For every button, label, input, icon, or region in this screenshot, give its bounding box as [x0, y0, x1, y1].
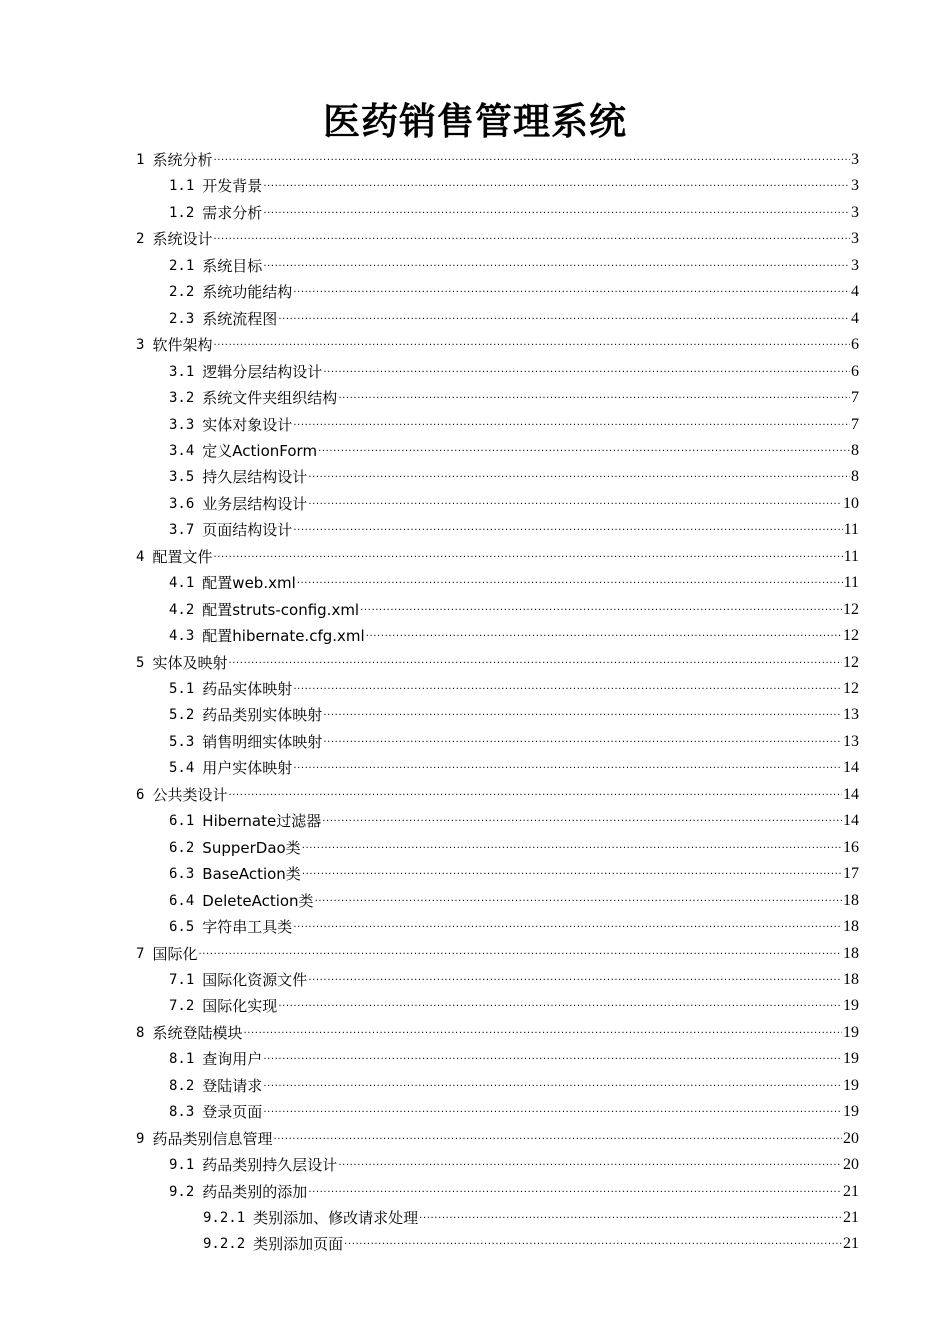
- toc-entry-page: 16: [843, 838, 859, 856]
- toc-entry-page: 14: [843, 785, 859, 803]
- toc-entry-number: 1: [136, 152, 145, 168]
- toc-entry-title: 逻辑分层结构设计: [202, 362, 323, 381]
- toc-entry-number: 2: [136, 231, 145, 248]
- toc-entry[interactable]: [203, 1202, 859, 1228]
- toc-entry-number: 5.2: [169, 707, 195, 724]
- toc-entry[interactable]: [169, 1096, 859, 1122]
- toc-entry[interactable]: [169, 382, 859, 408]
- toc-entry[interactable]: [169, 726, 859, 752]
- toc-entry-page: 12: [843, 627, 859, 645]
- toc-entry-title: 系统流程图: [202, 309, 278, 328]
- toc-dot-leader: [308, 467, 850, 487]
- toc-dot-leader: [243, 1023, 842, 1043]
- toc-entry[interactable]: [169, 409, 859, 435]
- toc-entry-page: 3: [851, 177, 859, 195]
- document-title: 医药销售管理系统: [323, 99, 627, 143]
- toc-entry-number: 1.2: [169, 204, 195, 221]
- toc-entry-page: 13: [843, 706, 859, 724]
- toc-entry[interactable]: [169, 488, 859, 514]
- toc-dot-leader: [315, 891, 842, 911]
- toc-entry[interactable]: [169, 514, 859, 540]
- toc-entry-page: 13: [843, 732, 859, 750]
- toc-entry-title: 实体及映射: [152, 653, 228, 672]
- toc-entry-number: 3.6: [169, 495, 195, 512]
- toc-entry-page: 19: [843, 1050, 859, 1068]
- toc-entry-title: 配置web.xml: [202, 574, 296, 593]
- toc-dot-leader: [293, 415, 850, 435]
- toc-entry-number: 3.1: [169, 363, 195, 380]
- toc-entry[interactable]: [136, 541, 859, 567]
- toc-entry[interactable]: [169, 832, 859, 858]
- toc-entry-title: 配置struts-config.xml: [202, 600, 360, 619]
- toc-entry-number: 4.3: [169, 628, 195, 645]
- toc-entry[interactable]: [169, 858, 859, 884]
- toc-entry-number: 3.3: [169, 416, 195, 433]
- toc-entry-title: 系统文件夹组织结构: [202, 389, 338, 408]
- toc-entry-number: 6.2: [169, 839, 195, 856]
- toc-dot-leader: [293, 758, 842, 778]
- toc-entry-page: 6: [851, 362, 859, 380]
- toc-entry-page: 3: [851, 151, 859, 168]
- toc-dot-leader: [293, 520, 842, 540]
- toc-dot-leader: [263, 1076, 842, 1096]
- toc-dot-leader: [338, 1155, 842, 1175]
- toc-entry-page: 18: [843, 944, 859, 962]
- toc-entry-number: 4.2: [169, 601, 195, 618]
- toc-entry-number: 8: [136, 1024, 145, 1041]
- toc-dot-leader: [308, 494, 842, 514]
- toc-entry-title: 系统设计: [152, 230, 213, 249]
- toc-dot-leader: [278, 309, 850, 329]
- toc-dot-leader: [228, 785, 842, 805]
- toc-entry-title: 查询用户: [202, 1050, 263, 1069]
- toc-entry[interactable]: [169, 673, 859, 699]
- toc-entry-number: 8.2: [169, 1077, 195, 1094]
- toc-dot-leader: [302, 838, 842, 858]
- toc-dot-leader: [323, 705, 842, 725]
- toc-dot-leader: [263, 1049, 842, 1069]
- toc-dot-leader: [273, 1129, 842, 1149]
- toc-dot-leader: [263, 203, 850, 223]
- toc-entry[interactable]: [136, 144, 859, 170]
- toc-dot-leader: [302, 864, 842, 884]
- toc-entry-page: 3: [851, 230, 859, 248]
- toc-dot-leader: [198, 944, 842, 964]
- toc-entry[interactable]: [203, 1228, 859, 1254]
- toc-dot-leader: [308, 1182, 842, 1202]
- toc-entry-title: 药品实体映射: [202, 680, 293, 698]
- toc-entry[interactable]: [136, 647, 859, 673]
- toc-entry-page: 7: [851, 389, 859, 407]
- toc-entry-number: 4.1: [169, 575, 195, 592]
- toc-dot-leader: [297, 573, 843, 593]
- toc-entry-page: 6: [851, 336, 859, 354]
- toc-entry[interactable]: [169, 435, 859, 461]
- toc-entry-page: 18: [843, 970, 859, 988]
- toc-entry-title: 定义ActionForm: [202, 441, 318, 460]
- toc-dot-leader: [323, 732, 842, 752]
- toc-entry-title: 登陆请求: [202, 1076, 263, 1095]
- toc-entry-page: 21: [843, 1209, 859, 1226]
- toc-entry-page: 11: [843, 547, 859, 565]
- toc-dot-leader: [293, 679, 842, 699]
- toc-entry-page: 8: [851, 441, 859, 459]
- toc-entry-number: 8.1: [169, 1051, 195, 1068]
- toc-entry-title: 类别添加页面: [253, 1235, 344, 1254]
- toc-entry[interactable]: [169, 461, 859, 487]
- toc-entry-title: 系统目标: [202, 256, 263, 275]
- toc-entry-number: 9.2.1: [203, 1210, 246, 1226]
- toc-entry[interactable]: [169, 964, 859, 990]
- toc-dot-leader: [228, 653, 842, 673]
- toc-entry-number: 2.1: [169, 257, 195, 274]
- toc-entry-title: SupperDao类: [202, 838, 301, 857]
- toc-entry[interactable]: [136, 1017, 859, 1043]
- toc-entry-title: 持久层结构设计: [202, 468, 308, 487]
- toc-entry-number: 3: [136, 337, 145, 354]
- toc-entry-page: 14: [843, 759, 859, 777]
- toc-entry[interactable]: [169, 303, 859, 329]
- toc-entry-page: 20: [843, 1129, 859, 1147]
- toc-entry-page: 20: [843, 1156, 859, 1174]
- toc-entry-title: 国际化实现: [202, 997, 278, 1016]
- toc-entry-page: 21: [843, 1235, 859, 1253]
- toc-entry-number: 5.1: [169, 681, 195, 697]
- toc-entry-title: 配置文件: [152, 547, 213, 566]
- toc-entry-number: 7.2: [169, 998, 195, 1015]
- toc-entry-title: 公共类设计: [152, 785, 228, 804]
- toc-entry-title: 页面结构设计: [202, 521, 293, 540]
- toc-entry-page: 8: [851, 468, 859, 486]
- toc-entry-page: 18: [843, 891, 859, 909]
- toc-entry-page: 4: [851, 309, 859, 327]
- toc-entry-page: 12: [843, 600, 859, 618]
- toc-entry-page: 11: [843, 521, 859, 539]
- toc-entry-number: 9.2.2: [203, 1236, 246, 1253]
- toc-entry-title: 国际化资源文件: [202, 970, 308, 989]
- toc-entry-page: 3: [851, 256, 859, 274]
- toc-entry-number: 5.4: [169, 760, 195, 777]
- toc-entry[interactable]: [169, 1043, 859, 1069]
- toc-entry-page: 11: [843, 574, 859, 592]
- toc-dot-leader: [213, 547, 842, 567]
- toc-entry-title: 药品类别持久层设计: [202, 1156, 338, 1175]
- toc-entry-title: 药品类别实体映射: [202, 706, 323, 725]
- toc-entry-title: 药品类别的添加: [202, 1182, 308, 1201]
- toc-entry-number: 2.2: [169, 284, 195, 301]
- toc-dot-leader: [308, 970, 842, 990]
- toc-dot-leader: [323, 362, 850, 382]
- toc-entry-title: BaseAction类: [202, 865, 301, 884]
- toc-dot-leader: [293, 917, 842, 937]
- toc-entry[interactable]: [136, 779, 859, 805]
- toc-entry[interactable]: [136, 1123, 859, 1149]
- toc-dot-leader: [338, 388, 850, 408]
- toc-entry-title: 药品类别信息管理: [152, 1129, 273, 1148]
- toc-entry-number: 3.5: [169, 469, 195, 486]
- toc-entry-title: 类别添加、修改请求处理: [253, 1209, 419, 1227]
- toc-entry-number: 3.2: [169, 390, 195, 407]
- toc-entry-page: 19: [843, 1023, 859, 1041]
- toc-entry-title: 用户实体映射: [202, 759, 293, 778]
- toc-entry-title: 实体对象设计: [202, 415, 293, 434]
- toc-entry-page: 4: [851, 283, 859, 301]
- toc-entry[interactable]: [136, 223, 859, 249]
- toc-entry[interactable]: [169, 911, 859, 937]
- toc-entry-title: 业务层结构设计: [202, 494, 308, 513]
- toc-entry-number: 4: [136, 548, 145, 565]
- toc-entry-number: 3.7: [169, 522, 195, 539]
- toc-entry-title: 登录页面: [202, 1103, 263, 1122]
- toc-entry-title: 系统登陆模块: [152, 1023, 243, 1042]
- toc-entry-number: 9.1: [169, 1157, 195, 1174]
- toc-entry[interactable]: [169, 885, 859, 911]
- toc-entry-title: 字符串工具类: [202, 918, 293, 937]
- toc-dot-leader: [263, 176, 850, 196]
- toc-dot-leader: [213, 229, 850, 249]
- toc-entry[interactable]: [169, 990, 859, 1016]
- toc-entry-number: 6.3: [169, 866, 195, 883]
- toc-entry[interactable]: [169, 752, 859, 778]
- toc-entry-page: 12: [843, 653, 859, 671]
- toc-entry-page: 7: [851, 415, 859, 433]
- toc-dot-leader: [366, 626, 842, 646]
- toc-entry-number: 3.4: [169, 442, 195, 459]
- toc-dot-leader: [278, 996, 842, 1016]
- toc-dot-leader: [293, 282, 850, 302]
- toc-entry-title: DeleteAction类: [202, 891, 314, 910]
- toc-entry-page: 17: [843, 865, 859, 883]
- toc-entry[interactable]: [169, 1176, 859, 1202]
- toc-entry[interactable]: [169, 594, 859, 620]
- toc-entry-number: 5.3: [169, 733, 195, 750]
- toc-entry-page: 18: [843, 918, 859, 936]
- toc-entry-title: 系统分析: [152, 151, 213, 169]
- toc-entry-number: 9.2: [169, 1183, 195, 1200]
- toc-entry[interactable]: [169, 356, 859, 382]
- toc-entry[interactable]: [136, 938, 859, 964]
- toc-dot-leader: [318, 441, 850, 461]
- toc-entry-number: 7.1: [169, 971, 195, 988]
- toc-entry-page: 14: [843, 812, 859, 830]
- toc-entry-page: 19: [843, 1076, 859, 1094]
- toc-entry[interactable]: [169, 1149, 859, 1175]
- toc-entry-title: 需求分析: [202, 203, 263, 222]
- toc-entry[interactable]: [169, 567, 859, 593]
- toc-entry-page: 3: [851, 203, 859, 221]
- toc-entry-number: 2.3: [169, 310, 195, 327]
- toc-dot-leader: [419, 1208, 842, 1228]
- toc-dot-leader: [213, 150, 850, 170]
- toc-entry-page: 21: [843, 1182, 859, 1200]
- toc-entry[interactable]: [169, 620, 859, 646]
- toc-entry-number: 1.1: [169, 178, 195, 195]
- toc-entry-number: 9: [136, 1130, 145, 1147]
- toc-dot-leader: [322, 811, 842, 831]
- toc-entry-page: 12: [843, 680, 859, 697]
- toc-entry[interactable]: [169, 170, 859, 196]
- toc-entry-number: 6.5: [169, 919, 195, 936]
- toc-entry-number: 6: [136, 786, 145, 803]
- toc-entry-number: 8.3: [169, 1104, 195, 1121]
- toc-entry-title: 国际化: [152, 944, 198, 963]
- toc-entry-number: 6.1: [169, 813, 195, 830]
- toc-entry-title: 软件架构: [152, 336, 213, 355]
- toc-entry-page: 19: [843, 1103, 859, 1121]
- toc-dot-leader: [344, 1234, 842, 1254]
- toc-dot-leader: [263, 256, 850, 276]
- toc-entry[interactable]: [169, 276, 859, 302]
- toc-entry-title: 配置hibernate.cfg.xml: [202, 627, 365, 646]
- toc-dot-leader: [213, 335, 850, 355]
- toc-entry-title: 系统功能结构: [202, 283, 293, 302]
- toc-entry[interactable]: [169, 1070, 859, 1096]
- toc-entry-page: 19: [843, 997, 859, 1015]
- toc-entry[interactable]: [169, 250, 859, 276]
- toc-entry[interactable]: [169, 197, 859, 223]
- toc-entry-number: 6.4: [169, 892, 195, 909]
- toc-entry[interactable]: [136, 329, 859, 355]
- toc-entry-title: 开发背景: [202, 177, 263, 196]
- toc-dot-leader: [360, 600, 842, 620]
- toc-entry-number: 5: [136, 654, 145, 671]
- toc-entry-title: Hibernate过滤器: [202, 812, 322, 831]
- toc-entry[interactable]: [169, 805, 859, 831]
- toc-entry-number: 7: [136, 945, 145, 962]
- toc-dot-leader: [263, 1102, 842, 1122]
- toc-entry[interactable]: [169, 699, 859, 725]
- toc-entry-title: 销售明细实体映射: [202, 732, 323, 751]
- toc-entry-page: 10: [843, 494, 859, 512]
